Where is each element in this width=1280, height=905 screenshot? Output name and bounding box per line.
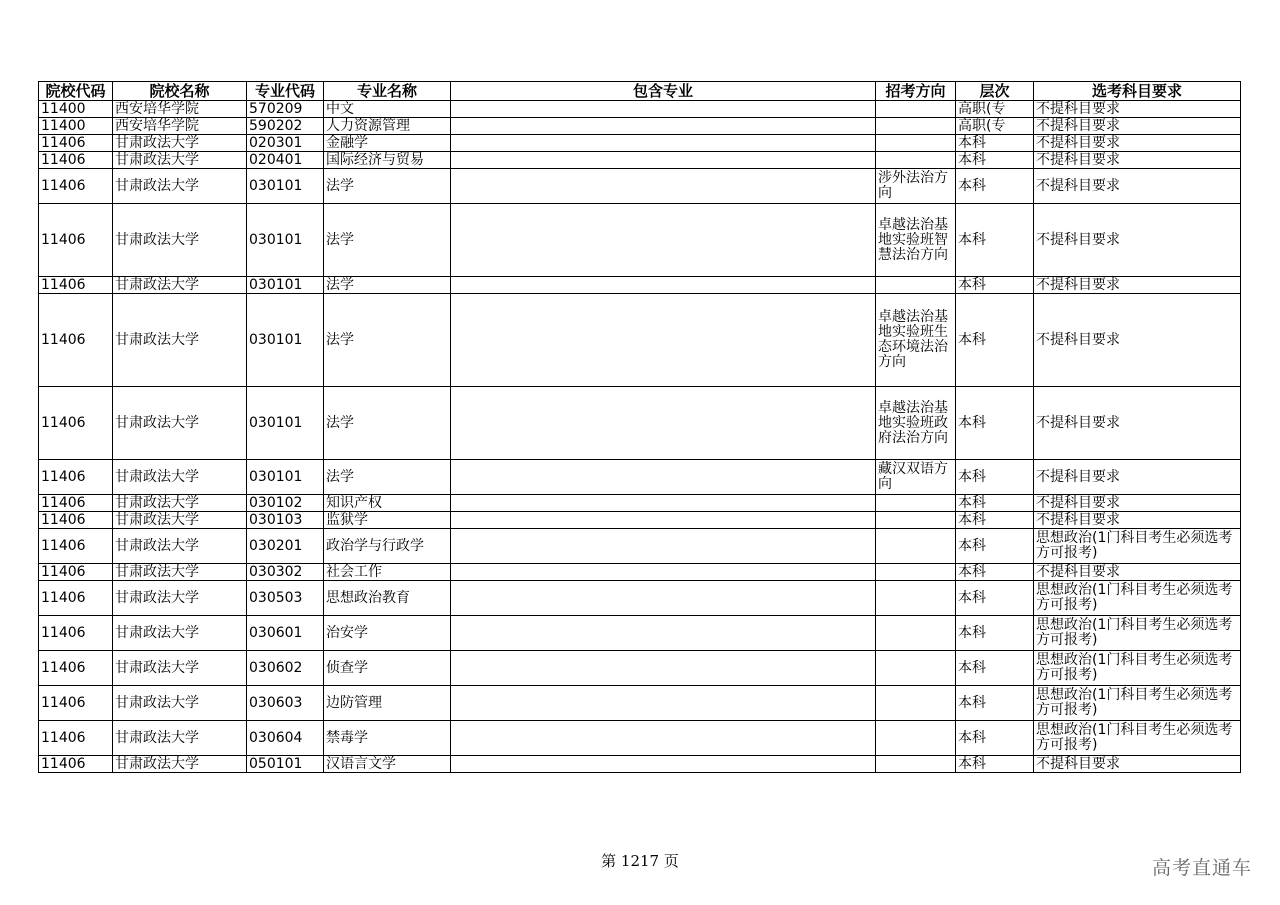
cell-school-code: 11406 — [39, 495, 113, 512]
cell-major-name: 思想政治教育 — [324, 581, 451, 616]
cell-school-code: 11406 — [39, 651, 113, 686]
cell-school-code: 11406 — [39, 512, 113, 529]
cell-level: 本科 — [956, 581, 1034, 616]
cell-subject-requirement: 不提科目要求 — [1034, 118, 1241, 135]
cell-level: 本科 — [956, 387, 1034, 460]
cell-subject-requirement: 思想政治(1门科目考生必须选考方可报考) — [1034, 651, 1241, 686]
cell-level: 本科 — [956, 495, 1034, 512]
header-school-code: 院校代码 — [39, 82, 113, 101]
cell-major-code: 030101 — [247, 460, 324, 495]
cell-major-name: 侦查学 — [324, 651, 451, 686]
cell-subject-requirement: 思想政治(1门科目考生必须选考方可报考) — [1034, 529, 1241, 564]
cell-subject-requirement: 不提科目要求 — [1034, 152, 1241, 169]
cell-subject-requirement: 思想政治(1门科目考生必须选考方可报考) — [1034, 616, 1241, 651]
cell-major-name: 边防管理 — [324, 686, 451, 721]
cell-subject-requirement: 思想政治(1门科目考生必须选考方可报考) — [1034, 581, 1241, 616]
cell-major-code: 030101 — [247, 387, 324, 460]
page-number: 第 1217 页 — [601, 852, 679, 870]
cell-direction: 藏汉双语方向 — [876, 460, 956, 495]
cell-included-majors — [451, 135, 876, 152]
header-row — [39, 82, 1241, 101]
cell-major-code: 050101 — [247, 756, 324, 773]
cell-school-code: 11406 — [39, 721, 113, 756]
cell-school-name: 西安培华学院 — [113, 101, 247, 118]
table-row — [39, 294, 1241, 387]
table-row — [39, 387, 1241, 460]
header-level: 层次 — [956, 82, 1034, 101]
cell-level: 高职(专 — [956, 118, 1034, 135]
header-included-majors: 包含专业 — [451, 82, 876, 101]
cell-level: 本科 — [956, 204, 1034, 277]
cell-school-name: 甘肃政法大学 — [113, 152, 247, 169]
table-row — [39, 495, 1241, 512]
cell-major-name: 国际经济与贸易 — [324, 152, 451, 169]
cell-direction — [876, 512, 956, 529]
cell-included-majors — [451, 529, 876, 564]
cell-school-name: 甘肃政法大学 — [113, 616, 247, 651]
cell-major-code: 030604 — [247, 721, 324, 756]
cell-direction — [876, 581, 956, 616]
table-row — [39, 686, 1241, 721]
cell-major-name: 政治学与行政学 — [324, 529, 451, 564]
table-body — [39, 101, 1241, 773]
cell-school-code: 11406 — [39, 686, 113, 721]
cell-major-name: 法学 — [324, 294, 451, 387]
table-row — [39, 101, 1241, 118]
cell-school-name: 甘肃政法大学 — [113, 512, 247, 529]
cell-school-code: 11406 — [39, 152, 113, 169]
cell-level: 本科 — [956, 756, 1034, 773]
cell-school-name: 甘肃政法大学 — [113, 277, 247, 294]
cell-school-name: 甘肃政法大学 — [113, 294, 247, 387]
cell-direction — [876, 529, 956, 564]
cell-level: 本科 — [956, 277, 1034, 294]
cell-included-majors — [451, 512, 876, 529]
cell-school-code: 11406 — [39, 581, 113, 616]
header-major-code: 专业代码 — [247, 82, 324, 101]
header-subject-requirement: 选考科目要求 — [1034, 82, 1241, 101]
cell-included-majors — [451, 152, 876, 169]
cell-major-name: 人力资源管理 — [324, 118, 451, 135]
cell-included-majors — [451, 651, 876, 686]
watermark-logo: 高考直通车 — [1151, 857, 1252, 879]
cell-included-majors — [451, 277, 876, 294]
table-row — [39, 756, 1241, 773]
cell-major-name: 法学 — [324, 169, 451, 204]
cell-school-name: 甘肃政法大学 — [113, 387, 247, 460]
table-row — [39, 152, 1241, 169]
cell-major-code: 030101 — [247, 169, 324, 204]
cell-school-name: 甘肃政法大学 — [113, 135, 247, 152]
cell-subject-requirement: 不提科目要求 — [1034, 101, 1241, 118]
cell-level: 高职(专 — [956, 101, 1034, 118]
cell-included-majors — [451, 294, 876, 387]
cell-major-name: 监狱学 — [324, 512, 451, 529]
cell-school-code: 11400 — [39, 101, 113, 118]
cell-school-name: 甘肃政法大学 — [113, 581, 247, 616]
cell-included-majors — [451, 721, 876, 756]
cell-school-code: 11406 — [39, 756, 113, 773]
table-row — [39, 651, 1241, 686]
cell-included-majors — [451, 118, 876, 135]
header-school-name: 院校名称 — [113, 82, 247, 101]
cell-school-code: 11406 — [39, 169, 113, 204]
cell-level: 本科 — [956, 616, 1034, 651]
table-row — [39, 204, 1241, 277]
cell-school-name: 甘肃政法大学 — [113, 564, 247, 581]
table-row — [39, 118, 1241, 135]
header-direction: 招考方向 — [876, 82, 956, 101]
cell-school-name: 甘肃政法大学 — [113, 460, 247, 495]
cell-major-name: 法学 — [324, 460, 451, 495]
cell-school-code: 11406 — [39, 204, 113, 277]
cell-major-code: 030602 — [247, 651, 324, 686]
table-row — [39, 460, 1241, 495]
cell-school-name: 甘肃政法大学 — [113, 721, 247, 756]
header-major-name: 专业名称 — [324, 82, 451, 101]
cell-school-code: 11406 — [39, 564, 113, 581]
table-row — [39, 721, 1241, 756]
cell-major-name: 法学 — [324, 277, 451, 294]
cell-school-name: 甘肃政法大学 — [113, 686, 247, 721]
cell-school-name: 甘肃政法大学 — [113, 529, 247, 564]
cell-included-majors — [451, 387, 876, 460]
cell-school-code: 11406 — [39, 387, 113, 460]
cell-subject-requirement: 思想政治(1门科目考生必须选考方可报考) — [1034, 686, 1241, 721]
cell-direction — [876, 118, 956, 135]
cell-subject-requirement: 不提科目要求 — [1034, 169, 1241, 204]
cell-school-code: 11400 — [39, 118, 113, 135]
cell-included-majors — [451, 756, 876, 773]
cell-subject-requirement: 不提科目要求 — [1034, 460, 1241, 495]
cell-included-majors — [451, 495, 876, 512]
cell-major-name: 金融学 — [324, 135, 451, 152]
cell-major-code: 020401 — [247, 152, 324, 169]
cell-level: 本科 — [956, 564, 1034, 581]
cell-school-name: 甘肃政法大学 — [113, 169, 247, 204]
cell-direction — [876, 495, 956, 512]
cell-direction: 卓越法治基地实验班生态环境法治方向 — [876, 294, 956, 387]
cell-major-code: 030603 — [247, 686, 324, 721]
cell-school-name: 西安培华学院 — [113, 118, 247, 135]
cell-major-code: 030102 — [247, 495, 324, 512]
cell-direction — [876, 616, 956, 651]
table-row — [39, 581, 1241, 616]
cell-major-name: 中文 — [324, 101, 451, 118]
cell-school-code: 11406 — [39, 460, 113, 495]
cell-school-name: 甘肃政法大学 — [113, 495, 247, 512]
cell-level: 本科 — [956, 460, 1034, 495]
cell-major-name: 法学 — [324, 387, 451, 460]
table-row — [39, 564, 1241, 581]
table-row — [39, 512, 1241, 529]
cell-level: 本科 — [956, 135, 1034, 152]
cell-school-code: 11406 — [39, 277, 113, 294]
cell-school-code: 11406 — [39, 294, 113, 387]
cell-included-majors — [451, 581, 876, 616]
cell-subject-requirement: 不提科目要求 — [1034, 135, 1241, 152]
cell-school-code: 11406 — [39, 135, 113, 152]
cell-major-code: 030601 — [247, 616, 324, 651]
cell-school-name: 甘肃政法大学 — [113, 756, 247, 773]
table-row — [39, 277, 1241, 294]
table-row — [39, 616, 1241, 651]
cell-major-name: 社会工作 — [324, 564, 451, 581]
cell-major-code: 030101 — [247, 277, 324, 294]
admissions-table — [38, 81, 1241, 773]
cell-school-name: 甘肃政法大学 — [113, 651, 247, 686]
cell-included-majors — [451, 169, 876, 204]
cell-major-name: 法学 — [324, 204, 451, 277]
cell-major-name: 治安学 — [324, 616, 451, 651]
cell-level: 本科 — [956, 294, 1034, 387]
table-row — [39, 135, 1241, 152]
cell-level: 本科 — [956, 721, 1034, 756]
cell-direction — [876, 651, 956, 686]
cell-included-majors — [451, 204, 876, 277]
cell-direction — [876, 721, 956, 756]
cell-school-name: 甘肃政法大学 — [113, 204, 247, 277]
cell-major-code: 590202 — [247, 118, 324, 135]
cell-direction — [876, 686, 956, 721]
cell-major-name: 禁毒学 — [324, 721, 451, 756]
cell-direction — [876, 277, 956, 294]
cell-level: 本科 — [956, 651, 1034, 686]
cell-included-majors — [451, 460, 876, 495]
cell-level: 本科 — [956, 529, 1034, 564]
cell-subject-requirement: 不提科目要求 — [1034, 294, 1241, 387]
cell-subject-requirement: 不提科目要求 — [1034, 564, 1241, 581]
cell-level: 本科 — [956, 152, 1034, 169]
cell-level: 本科 — [956, 169, 1034, 204]
cell-major-code: 020301 — [247, 135, 324, 152]
cell-direction: 卓越法治基地实验班政府法治方向 — [876, 387, 956, 460]
cell-direction — [876, 135, 956, 152]
cell-included-majors — [451, 101, 876, 118]
cell-school-code: 11406 — [39, 529, 113, 564]
cell-major-code: 030302 — [247, 564, 324, 581]
cell-major-code: 030103 — [247, 512, 324, 529]
cell-direction: 卓越法治基地实验班智慧法治方向 — [876, 204, 956, 277]
cell-school-code: 11406 — [39, 616, 113, 651]
cell-major-code: 030201 — [247, 529, 324, 564]
table-row — [39, 529, 1241, 564]
cell-level: 本科 — [956, 686, 1034, 721]
cell-direction — [876, 152, 956, 169]
cell-major-code: 030101 — [247, 294, 324, 387]
cell-subject-requirement: 不提科目要求 — [1034, 387, 1241, 460]
cell-direction: 涉外法治方向 — [876, 169, 956, 204]
cell-major-code: 570209 — [247, 101, 324, 118]
cell-included-majors — [451, 564, 876, 581]
cell-direction — [876, 756, 956, 773]
cell-subject-requirement: 不提科目要求 — [1034, 756, 1241, 773]
cell-major-name: 汉语言文学 — [324, 756, 451, 773]
cell-direction — [876, 101, 956, 118]
cell-major-name: 知识产权 — [324, 495, 451, 512]
cell-direction — [876, 564, 956, 581]
cell-major-code: 030503 — [247, 581, 324, 616]
cell-included-majors — [451, 686, 876, 721]
cell-subject-requirement: 不提科目要求 — [1034, 495, 1241, 512]
cell-subject-requirement: 不提科目要求 — [1034, 512, 1241, 529]
cell-included-majors — [451, 616, 876, 651]
cell-subject-requirement: 不提科目要求 — [1034, 277, 1241, 294]
cell-level: 本科 — [956, 512, 1034, 529]
cell-subject-requirement: 不提科目要求 — [1034, 204, 1241, 277]
table-row — [39, 169, 1241, 204]
cell-subject-requirement: 思想政治(1门科目考生必须选考方可报考) — [1034, 721, 1241, 756]
cell-major-code: 030101 — [247, 204, 324, 277]
